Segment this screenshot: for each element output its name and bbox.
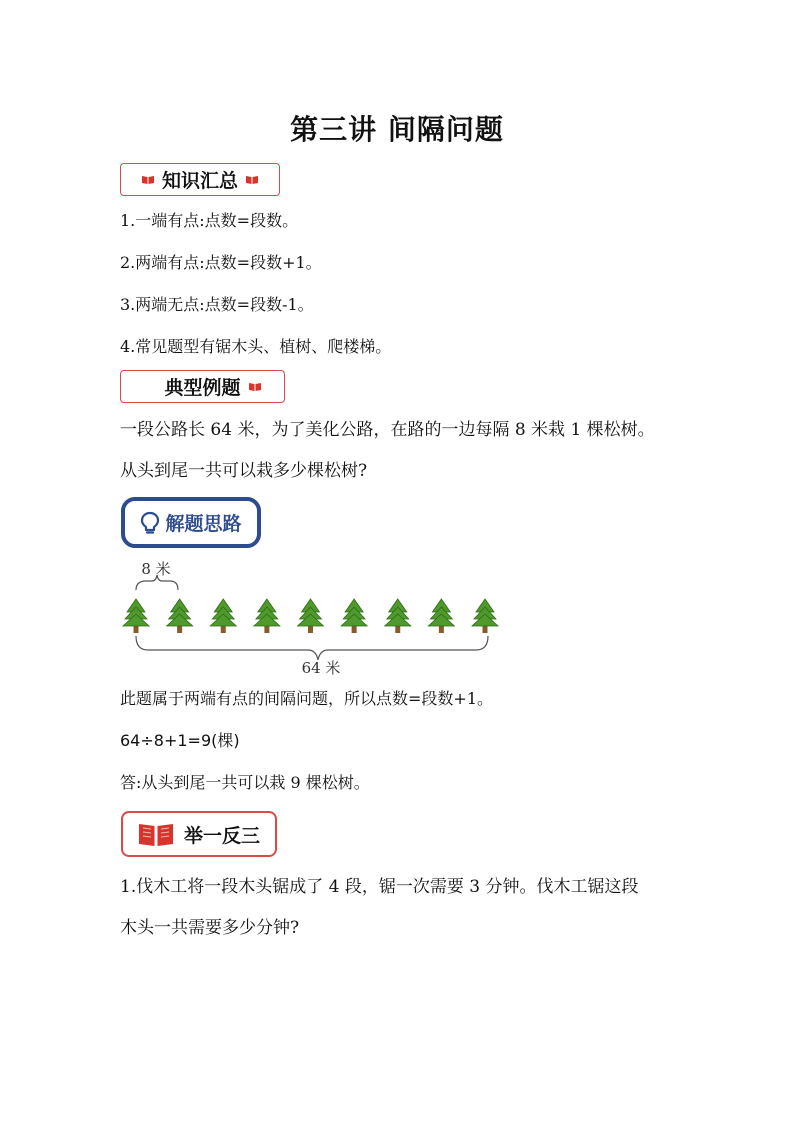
solution-explanation: 此题属于两端有点的间隔问题，所以点数=段数+1。 — [120, 689, 493, 708]
book-icon — [246, 175, 258, 184]
total-label: 64 米 — [301, 659, 341, 677]
pine-tree-icon — [167, 599, 193, 633]
pine-tree-icon — [428, 599, 454, 633]
section-tag-label: 解题思路 — [165, 513, 242, 535]
total-brace — [136, 636, 488, 660]
section-tag-practice — [121, 811, 277, 857]
lightbulb-icon — [140, 511, 160, 535]
pine-tree-icon — [210, 599, 236, 633]
section-tag-label: 典型例题 — [164, 377, 241, 399]
pine-tree-icon — [472, 599, 498, 633]
solution-answer: 答:从头到尾一共可以栽 9 棵松树。 — [120, 773, 370, 792]
gap-label: 8 米 — [141, 560, 171, 578]
tree-spacing-diagram — [118, 556, 508, 678]
practice-question-line: 1.伐木工将一段木头锯成了 4 段，锯一次需要 3 分钟。伐木工锯这段 — [120, 877, 639, 897]
knowledge-item: 3.两端无点:点数=段数-1。 — [120, 295, 314, 314]
open-book-icon — [138, 821, 174, 847]
pine-tree-icon — [123, 599, 149, 633]
book-icon — [249, 382, 261, 391]
section-tag-label: 知识汇总 — [161, 170, 238, 192]
section-tag-solution — [121, 497, 261, 548]
knowledge-item: 4.常见题型有锯木头、植树、爬楼梯。 — [120, 337, 392, 356]
example-problem-line: 一段公路长 64 米，为了美化公路，在路的一边每隔 8 米栽 1 棵松树。 — [120, 420, 655, 440]
example-problem-line: 从头到尾一共可以栽多少棵松树? — [120, 461, 368, 481]
tree-row — [123, 599, 498, 633]
pine-tree-icon — [385, 599, 411, 633]
section-tag-example — [120, 370, 285, 403]
section-tag-label: 举一反三 — [183, 824, 260, 847]
knowledge-item: 2.两端有点:点数=段数+1。 — [120, 253, 322, 272]
practice-question-line: 木头一共需要多少分钟? — [120, 918, 300, 938]
page-title: 第三讲 间隔问题 — [290, 113, 504, 146]
solution-equation: 64÷8+1=9(棵) — [120, 731, 240, 750]
pine-tree-icon — [254, 599, 280, 633]
pine-tree-icon — [341, 599, 367, 633]
pine-tree-icon — [298, 599, 324, 633]
section-tag-knowledge — [120, 163, 280, 196]
book-icon — [142, 175, 154, 184]
knowledge-item: 1.一端有点:点数=段数。 — [120, 211, 299, 230]
